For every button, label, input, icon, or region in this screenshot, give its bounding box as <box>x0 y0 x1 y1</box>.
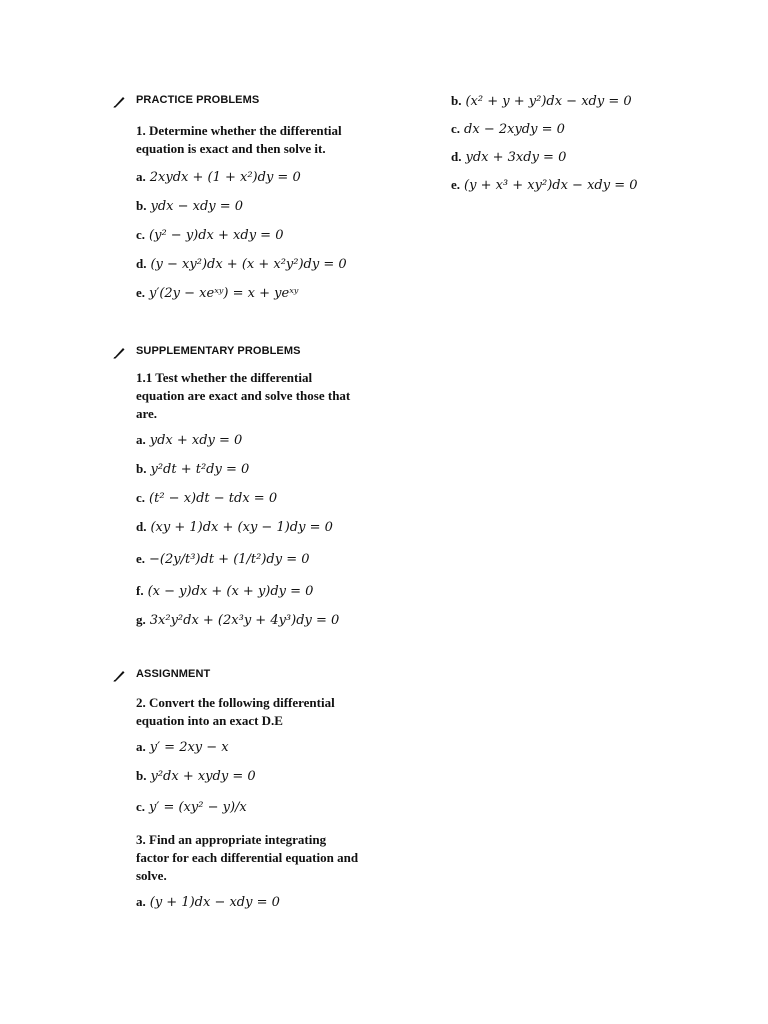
pen-icon <box>112 345 126 359</box>
assignment-list-3 <box>112 893 402 922</box>
assignment-heading <box>112 664 402 684</box>
right-item-c: c. dx − 2xydy = 0 <box>451 121 565 137</box>
supplementary-item-e: e. −(2y/t³)dt + (1/t²)dy = 0 <box>136 551 310 567</box>
supplementary-item-g: g. 3x²y²dx + (2x³y + 4y³)dy = 0 <box>136 612 340 628</box>
pen-icon <box>112 94 126 108</box>
right-column <box>451 88 751 204</box>
supplementary-question: 1.1 Test whether the differential equation are exact and solve those that are. <box>136 370 351 421</box>
practice-list <box>112 168 402 313</box>
supplementary-item-a: a. ydx + xdy = 0 <box>136 432 243 448</box>
assignment-heading-text: ASSIGNMENT <box>136 668 211 680</box>
practice-heading <box>112 90 402 110</box>
practice-item-b: b. ydx − xdy = 0 <box>136 198 244 214</box>
right-item-d: d. ydx + 3xdy = 0 <box>451 149 567 165</box>
assignment-item-2c: c. y′ = (xy² − y)/x <box>136 799 247 815</box>
practice-item-a: a. 2xydx + (1 + x²)dy = 0 <box>136 169 301 185</box>
assignment-item-3a: a. (y + 1)dx − xdy = 0 <box>136 894 280 910</box>
assignment-item-2b: b. y²dx + xydy = 0 <box>136 768 256 784</box>
right-item-e: e. (y + x³ + xy²)dx − xdy = 0 <box>451 177 638 193</box>
practice-item-c: c. (y² − y)dx + xdy = 0 <box>136 227 284 243</box>
pen-icon <box>112 668 126 682</box>
supplementary-item-b: b. y²dt + t²dy = 0 <box>136 461 250 477</box>
supplementary-heading-text: SUPPLEMENTARY PROBLEMS <box>136 345 301 357</box>
assignment-item-2a: a. y′ = 2xy − x <box>136 739 229 755</box>
supplementary-item-c: c. (t² − x)dt − tdx = 0 <box>136 490 278 506</box>
practice-heading-text: PRACTICE PROBLEMS <box>136 94 260 106</box>
left-column <box>112 88 402 922</box>
supplementary-item-f: f. (x − y)dx + (x + y)dy = 0 <box>136 583 314 599</box>
supplementary-item-d: d. (xy + 1)dx + (xy − 1)dy = 0 <box>136 519 333 535</box>
practice-question: 1. Determine whether the differential equation is exact and then solve it. <box>136 123 342 156</box>
assignment-question-2: 2. Convert the following differential equation into an exact D.E <box>136 695 335 728</box>
supplementary-list <box>112 431 402 640</box>
assignment-list-2 <box>112 738 402 829</box>
supplementary-heading <box>112 341 402 361</box>
assignment-question-3: 3. Find an appropriate integrating factor for each differential equation and solve. <box>136 832 359 883</box>
practice-item-e: e. y′(2y − xeˣʸ) = x + yeˣʸ <box>136 285 299 301</box>
practice-item-d: d. (y − xy²)dx + (x + x²y²)dy = 0 <box>136 256 347 272</box>
right-item-b: b. (x² + y + y²)dx − xdy = 0 <box>451 93 632 109</box>
